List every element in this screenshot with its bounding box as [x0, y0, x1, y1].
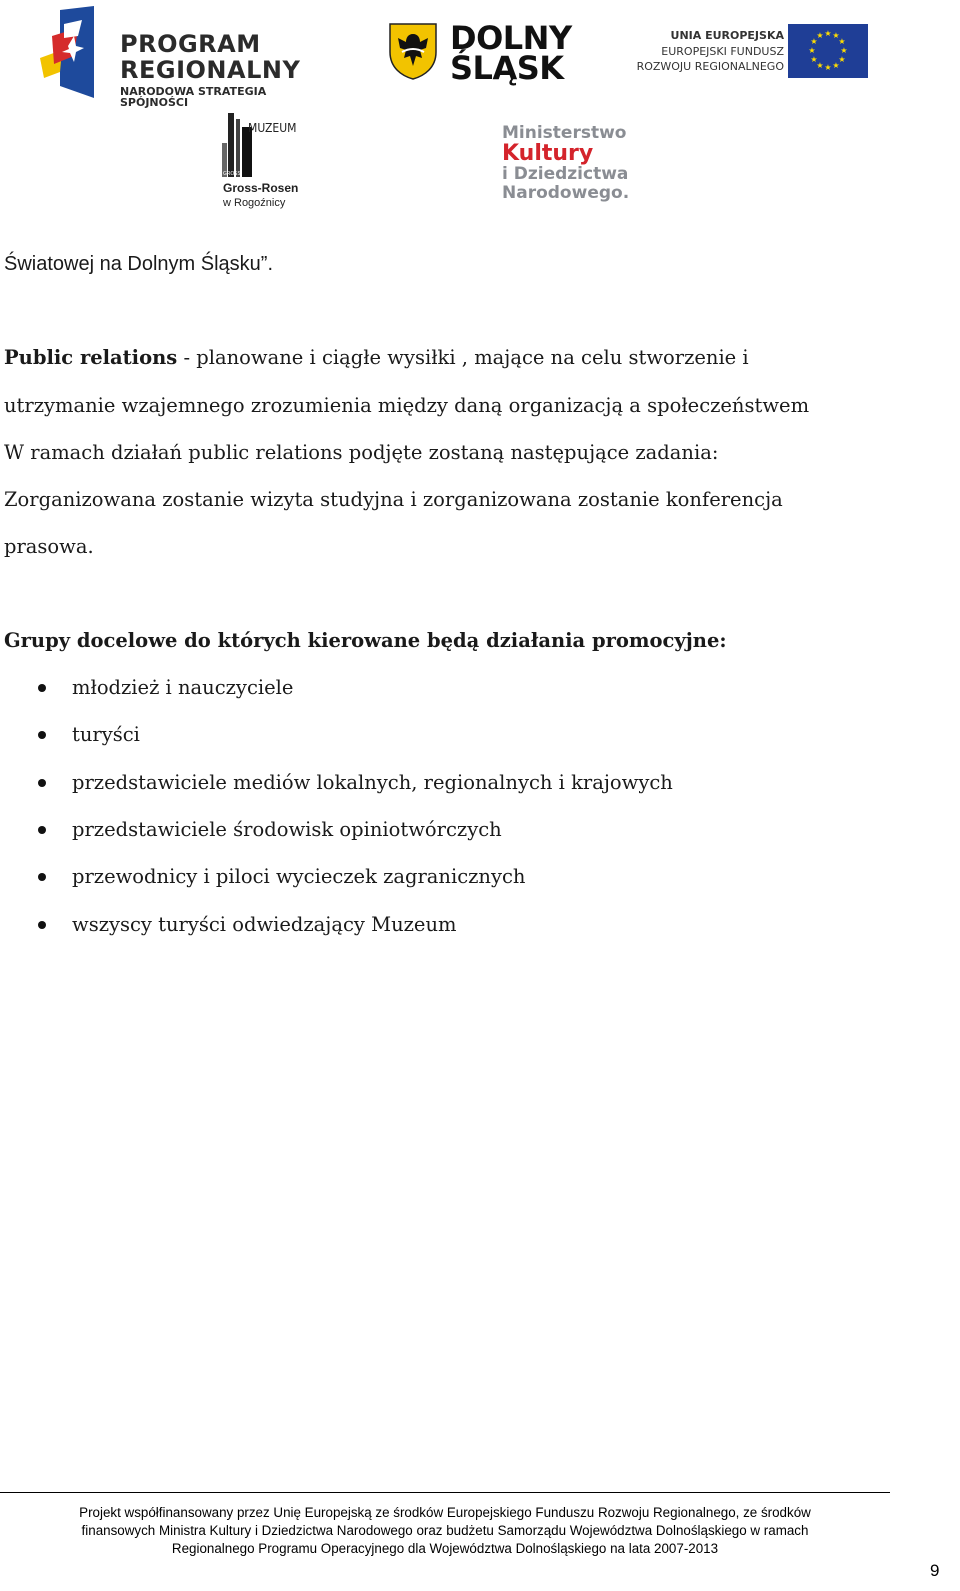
- program-regionalny-logo: [38, 6, 328, 109]
- eu-logo-line1: UNIA EUROPEJSKA: [670, 29, 784, 42]
- footer-line2: finansowych Ministra Kultury i Dziedzictwa Narodowego oraz budżetu Samorządu Województwa Dolnośląskiego w ramach: [81, 1523, 809, 1538]
- svg-text:★: ★: [824, 29, 832, 38]
- footer-line1: Projekt współfinansowany przez Unię Europejską ze środków Europejskiego Funduszu Rozwoju Regionalnego, ze środków: [79, 1505, 811, 1520]
- bullet-icon: [38, 873, 46, 881]
- eu-logo: [628, 24, 868, 84]
- ministry-logo-line1: Ministerstwo: [502, 123, 627, 143]
- svg-text:★: ★: [810, 37, 818, 46]
- bullet-icon: [38, 731, 46, 739]
- program-logo-line3: NARODOWA STRATEGIA SPÓJNOŚCI: [120, 85, 267, 109]
- muzeum-logo-line2: Gross-Rosen: [223, 181, 299, 195]
- svg-text:★: ★: [810, 55, 818, 64]
- footer-line3: Regionalnego Programu Operacyjnego dla Województwa Dolnośląskiego na lata 2007-2013: [171, 1541, 719, 1556]
- svg-text:★: ★: [808, 46, 816, 55]
- eu-logo-line3: ROZWOJU REGIONALNEGO: [636, 60, 784, 73]
- target-groups-heading: Grupy docelowe do których kierowane będą działania promocyjne:: [4, 629, 727, 652]
- svg-text:★: ★: [838, 55, 846, 64]
- svg-text:★: ★: [816, 61, 824, 70]
- eu-flag-icon: [788, 24, 868, 78]
- pr-term: Public relations: [4, 346, 178, 369]
- ministry-logo-line3: i Dziedzictwa: [502, 164, 629, 184]
- svg-text:GROSS: GROSS: [223, 171, 241, 177]
- dolny-logo-line2: ŚLĄSK: [450, 49, 564, 87]
- continuation-line: Światowej na Dolnym Śląsku”.: [4, 253, 273, 275]
- svg-text:★: ★: [816, 31, 824, 40]
- ministerstwo-kultury-logo: [502, 125, 662, 205]
- eu-logo-line2: EUROPEJSKI FUNDUSZ: [661, 45, 784, 58]
- muzeum-gross-rosen-logo: [220, 113, 310, 217]
- muzeum-logo-line3: w Rogoźnicy: [223, 197, 286, 209]
- pr-tasks-line2: prasowa.: [4, 535, 94, 558]
- pr-definition-text: - planowane i ciągłe wysiłki , mające na celu stworzenie i: [177, 346, 749, 369]
- ministry-logo-line2: Kultury: [502, 141, 594, 166]
- program-logo-line2: REGIONALNY: [120, 56, 301, 84]
- program-logo-line1: PROGRAM: [120, 30, 261, 58]
- svg-text:★: ★: [832, 31, 840, 40]
- svg-text:★: ★: [824, 63, 832, 72]
- dolny-slask-logo: [388, 19, 578, 87]
- program-regionalny-emblem: [38, 6, 118, 102]
- dolny-logo-line1: DOLNY: [450, 19, 572, 57]
- page-number: 9: [930, 1561, 940, 1580]
- ministry-logo-line4: Narodowego.: [502, 183, 630, 203]
- muzeum-logo-line1: MUZEUM: [248, 121, 297, 135]
- bullet-icon: [38, 779, 46, 787]
- svg-text:★: ★: [832, 61, 840, 70]
- bullet-icon: [38, 826, 46, 834]
- eagle-crest-icon: [388, 22, 438, 80]
- svg-text:★: ★: [840, 46, 848, 55]
- footer-divider: [0, 1492, 890, 1493]
- pr-definition-line1: [4, 334, 749, 382]
- bullet-icon: [38, 921, 46, 929]
- pr-actions-line: W ramach działań public relations podjęte zostaną następujące zadania:: [4, 441, 719, 464]
- bullet-icon: [38, 684, 46, 692]
- pr-definition-line2: utrzymanie wzajemnego zrozumienia między daną organizacją a społeczeństwem: [4, 394, 810, 417]
- pr-tasks-line1: Zorganizowana zostanie wizyta studyjna i zorganizowana zostanie konferencja: [4, 488, 783, 511]
- svg-text:★: ★: [838, 37, 846, 46]
